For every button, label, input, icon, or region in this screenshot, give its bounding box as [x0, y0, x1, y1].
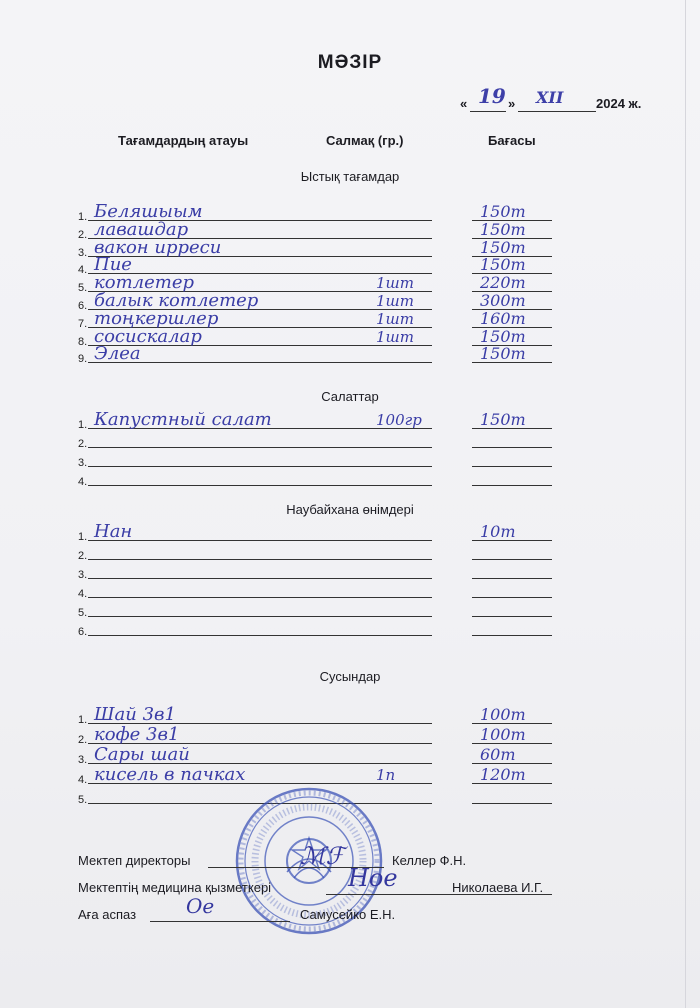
weight-line — [360, 743, 432, 744]
bakery-row — [78, 618, 578, 636]
dish-name: Элеа — [94, 343, 141, 365]
dish-name: Капустный салат — [94, 409, 272, 430]
day-underline — [470, 111, 506, 112]
dish-price: 100т — [480, 705, 526, 724]
row-number: 1. — [78, 419, 88, 431]
price-line — [472, 485, 552, 486]
date-close-quote: » — [508, 96, 516, 111]
date-month: XII — [536, 88, 564, 107]
dish-price: 120т — [480, 765, 526, 784]
dish-price: 100т — [480, 725, 526, 744]
weight-line — [360, 783, 432, 784]
row-number: 2. — [78, 550, 88, 562]
dish-weight: 100гр — [376, 411, 422, 429]
name-line — [88, 485, 376, 486]
dish-price: 150т — [480, 326, 526, 346]
signature-medic — [78, 877, 598, 897]
dish-name: Беляшыым — [94, 201, 203, 222]
row-number: 1. — [78, 211, 88, 223]
row-number: 5. — [78, 282, 88, 295]
column-header-weight: Салмақ (гр.) — [326, 133, 404, 148]
row-number: 3. — [78, 754, 88, 766]
bakery-row — [78, 542, 578, 560]
row-number: 5. — [78, 607, 88, 619]
row-number: 6. — [78, 300, 88, 312]
medic-label: Мектептің медицина қызметкері — [78, 880, 272, 895]
row-number: 4. — [78, 774, 88, 786]
section-title-drinks: Сусындар — [319, 669, 381, 684]
cook-label: Аға аспаз — [78, 907, 137, 922]
name-line — [88, 559, 376, 560]
date-line — [460, 84, 660, 114]
date-day: 19 — [478, 84, 506, 108]
row-number: 9. — [78, 353, 88, 366]
date-open-quote: « — [460, 96, 468, 111]
weight-line — [360, 616, 432, 617]
bakery-row — [78, 580, 578, 598]
row-number: 1. — [78, 714, 88, 726]
dish-price: 150т — [480, 237, 526, 257]
weight-line — [360, 763, 432, 764]
dish-weight: 1шт — [376, 327, 414, 346]
cook-name: Самусейко Е.Н. — [300, 907, 396, 922]
hot-row — [78, 343, 578, 366]
row-number: 3. — [78, 569, 88, 581]
date-year: 2024 ж. — [596, 96, 642, 111]
name-line — [88, 616, 376, 617]
weight-line — [360, 559, 432, 560]
row-number: 4. — [78, 476, 88, 488]
cook-sign-line — [150, 921, 290, 922]
drinks-row — [78, 766, 578, 784]
dish-price: 150т — [480, 410, 526, 429]
dish-price: 60т — [480, 745, 516, 764]
row-number: 5. — [78, 794, 88, 806]
dish-name: Сары шай — [94, 744, 190, 765]
salads-row — [78, 449, 578, 467]
weight-line — [360, 362, 432, 363]
director-label: Мектеп директоры — [78, 853, 191, 868]
price-line — [472, 466, 552, 467]
signature-cook — [78, 904, 598, 924]
row-number: 4. — [78, 264, 88, 277]
dish-name: кофе 3в1 — [94, 724, 180, 745]
row-number: 3. — [78, 457, 88, 469]
salads-row — [78, 468, 578, 486]
dish-price: 300т — [480, 291, 526, 310]
hot-row — [78, 325, 578, 348]
month-underline — [518, 111, 596, 112]
dish-name: лавашдар — [94, 218, 189, 240]
row-number: 4. — [78, 588, 88, 600]
name-line — [88, 578, 376, 579]
weight-line — [360, 466, 432, 467]
price-line — [472, 447, 552, 448]
medic-name: Николаева И.Г. — [452, 880, 544, 895]
director-handwritten-signature: ℳℱ — [300, 842, 345, 870]
dish-price: 150т — [480, 202, 526, 221]
weight-line — [360, 723, 432, 724]
price-line — [472, 635, 552, 636]
row-number: 1. — [78, 531, 88, 543]
name-line — [88, 635, 376, 636]
dish-weight: 1шт — [376, 274, 414, 293]
section-title-bakery: Наубайхана өнімдері — [286, 502, 414, 517]
name-line — [88, 597, 376, 598]
weight-line — [360, 635, 432, 636]
drinks-row — [78, 726, 578, 744]
row-number: 3. — [78, 246, 88, 259]
bakery-row — [78, 523, 578, 541]
dish-name: сосискалар — [94, 325, 202, 347]
dish-name: Шай 3в1 — [94, 704, 176, 725]
weight-line — [360, 540, 432, 541]
price-line — [472, 616, 552, 617]
dish-price: 150т — [480, 344, 526, 364]
dish-name: кисель в пачках — [94, 764, 246, 785]
row-number: 6. — [78, 626, 88, 638]
bakery-row — [78, 599, 578, 617]
section-title-hot: Ыстық тағамдар — [300, 169, 400, 184]
dish-price: 10т — [480, 522, 516, 541]
dish-price: 160т — [480, 308, 526, 328]
dish-name: Пие — [94, 254, 132, 276]
dish-name: Нан — [94, 521, 133, 542]
director-name: Келлер Ф.Н. — [392, 853, 467, 868]
dish-name: тоңкершлер — [94, 307, 219, 329]
dish-name: вакон ирреси — [94, 236, 222, 258]
cook-handwritten-signature: Ое — [186, 894, 215, 918]
dish-price: 220т — [480, 273, 526, 293]
dish-weight: 1шт — [376, 309, 414, 328]
weight-line — [360, 578, 432, 579]
section-title-salads: Салаттар — [321, 389, 379, 404]
salads-row — [78, 411, 578, 429]
weight-line — [360, 597, 432, 598]
dish-price: 150т — [480, 255, 526, 275]
drinks-row — [78, 746, 578, 764]
dish-weight: 1п — [376, 766, 396, 784]
medic-handwritten-signature: Ное — [348, 864, 398, 892]
price-line — [472, 803, 552, 804]
dish-price: 150т — [480, 219, 526, 239]
salads-row — [78, 430, 578, 448]
row-number: 7. — [78, 317, 88, 330]
row-number: 2. — [78, 228, 88, 241]
price-line — [472, 559, 552, 560]
dish-weight: 1шт — [376, 292, 414, 310]
name-line — [88, 466, 376, 467]
price-line — [472, 578, 552, 579]
column-header-name: Тағамдардың атауы — [118, 133, 249, 148]
row-number: 2. — [78, 438, 88, 450]
bakery-row — [78, 561, 578, 579]
row-number: 2. — [78, 734, 88, 746]
weight-line — [360, 485, 432, 486]
weight-line — [360, 447, 432, 448]
price-line — [472, 597, 552, 598]
column-header-price: Бағасы — [488, 133, 536, 148]
hot-row — [78, 236, 578, 259]
page-title: МӘЗІР — [317, 52, 383, 73]
dish-name: балык котлетер — [94, 290, 259, 311]
name-line — [88, 447, 376, 448]
dish-name: котлетер — [94, 272, 195, 294]
row-number: 8. — [78, 335, 88, 348]
drinks-row — [78, 706, 578, 724]
